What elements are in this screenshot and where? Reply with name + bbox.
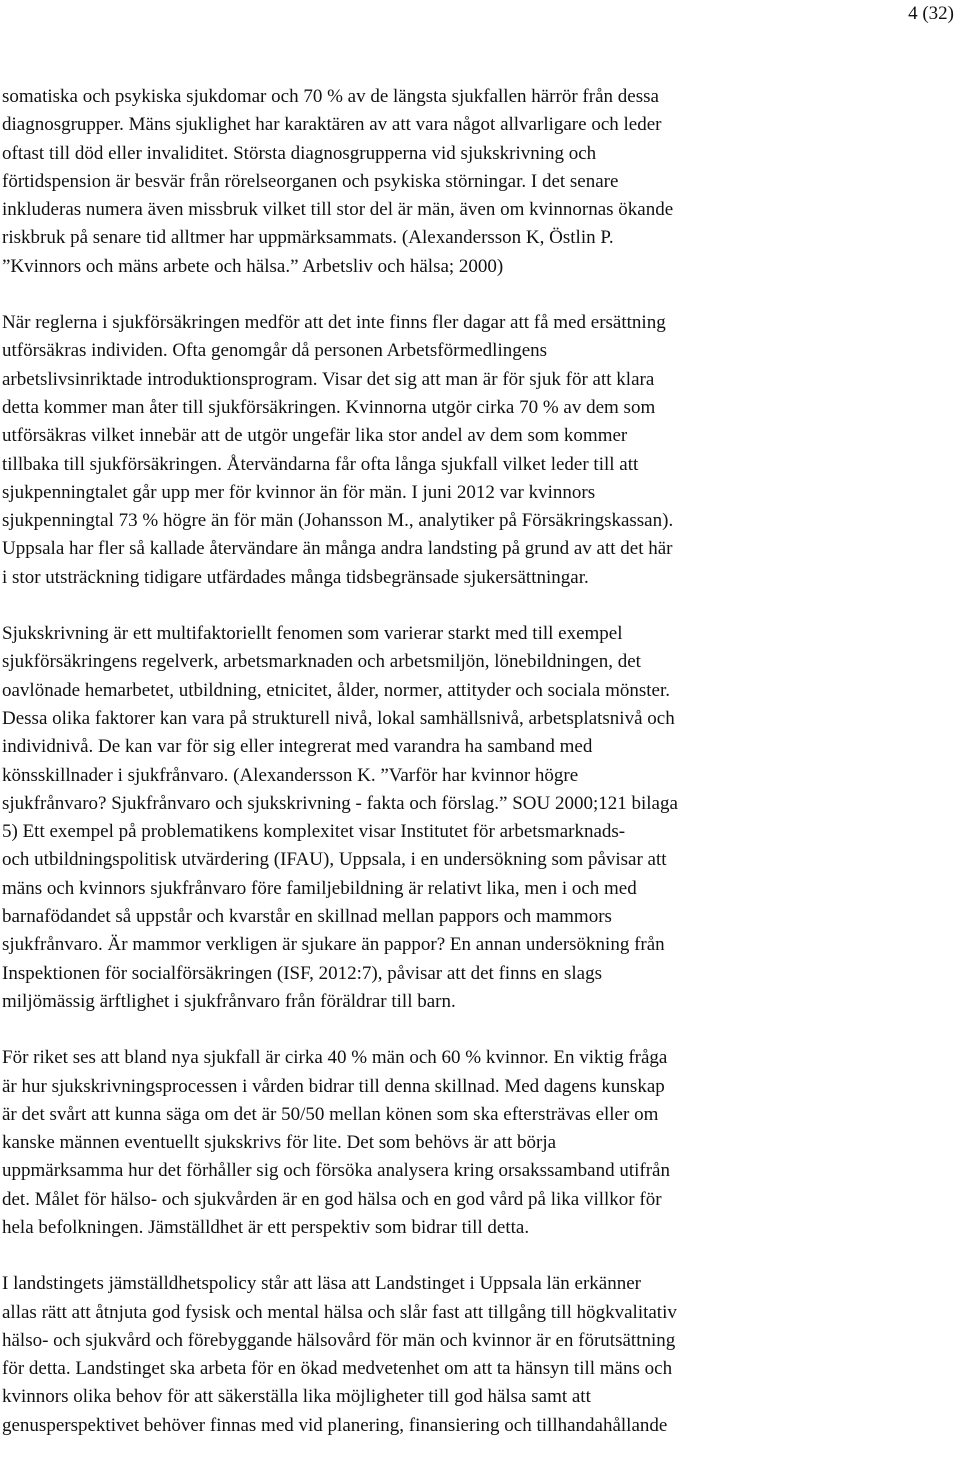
text-line: allas rätt att åtnjuta god fysisk och mental hälsa och slår fast att tillgång till högkvalitativ (2, 1301, 677, 1323)
text-line: könsskillnader i sjukfrånvaro. (Alexandersson K. ”Varför har kvinnor högre (2, 764, 579, 786)
paragraph-1 (2, 83, 952, 281)
text-line: Inspektionen för socialförsäkringen (ISF, 2012:7), påvisar att det finns en slags (2, 962, 603, 984)
text-line: sjukpenningtal 73 % högre än för män (Johansson M., analytiker på Försäkringskassan). (2, 510, 674, 532)
text-line: När reglerna i sjukförsäkringen medför att det inte finns fler dagar att få med ersättning (2, 312, 666, 334)
text-line: sjukfrånvaro? Sjukfrånvaro och sjukskrivning - fakta och förslag.” SOU 2000;121 bilaga (2, 792, 678, 814)
text-line: uppmärksamma hur det förhåller sig och försöka analysera kring orsakssamband utifrån (2, 1160, 670, 1182)
text-line: barnafödandet så uppstår och kvarstår en skillnad mellan pappors och mammors (2, 906, 612, 928)
text-line: oftast till död eller invaliditet. Största diagnosgrupperna vid sjukskrivning och (2, 142, 597, 164)
text-line: ”Kvinnors och mäns arbete och hälsa.” Arbetsliv och hälsa; 2000) (2, 255, 504, 277)
text-line: detta kommer man åter till sjukförsäkringen. Kvinnorna utgör cirka 70 % av dem som (2, 396, 656, 418)
paragraph-4 (2, 1044, 952, 1242)
page-number: 4 (32) (908, 3, 954, 24)
document-body (2, 83, 952, 1468)
paragraph-2 (2, 309, 952, 592)
text-line: tillbaka till sjukförsäkringen. Återvändarna får ofta långa sjukfall vilket leder till att (2, 453, 639, 475)
text-line: och utbildningspolitisk utvärdering (IFAU), Uppsala, i en undersökning som påvisar att (2, 849, 667, 871)
text-line: utförsäkras individen. Ofta genomgår då personen Arbetsförmedlingens (2, 340, 548, 362)
text-line: för detta. Landstinget ska arbeta för en ökad medvetenhet om att ta hänsyn till mäns och (2, 1358, 673, 1380)
text-line: arbetslivsinriktade introduktionsprogram. Visar det sig att man är för sjuk för att klara (2, 368, 655, 390)
text-line: miljömässig ärftlighet i sjukfrånvaro från föräldrar till barn. (2, 990, 456, 1012)
text-line: inkluderas numera även missbruk vilket till stor del är män, även om kvinnornas ökande (2, 199, 674, 221)
text-line: sjukförsäkringens regelverk, arbetsmarknaden och arbetsmiljön, lönebildningen, det (2, 651, 641, 673)
text-line: sjukfrånvaro. Är mammor verkligen är sjukare än pappor? En annan undersökning från (2, 934, 665, 956)
text-line: förtidspension är besvär från rörelseorganen och psykiska störningar. I det senare (2, 170, 619, 192)
text-line: sjukpenningtalet går upp mer för kvinnor än för män. I juni 2012 var kvinnors (2, 481, 596, 503)
text-line: I landstingets jämställdhetspolicy står att läsa att Landstinget i Uppsala län erkänner (2, 1273, 641, 1295)
text-line: hälso- och sjukvård och förebyggande hälsovård för män och kvinnor är en förutsättning (2, 1329, 676, 1351)
text-line: genusperspektivet behöver finnas med vid planering, finansiering och tillhandahållande (2, 1414, 668, 1436)
text-line: Uppsala har fler så kallade återvändare än många andra landsting på grund av att det här (2, 538, 673, 560)
text-line: oavlönade hemarbetet, utbildning, etnicitet, ålder, normer, attityder och sociala mönster. (2, 679, 671, 701)
text-line: individnivå. De kan var för sig eller integrerat med varandra ha samband med (2, 736, 593, 758)
paragraph-3 (2, 620, 952, 1016)
text-line: är det svårt att kunna säga om det är 50/50 mellan könen som ska eftersträvas eller om (2, 1103, 659, 1125)
text-line: utförsäkras vilket innebär att de utgör ungefär lika stor andel av dem som kommer (2, 425, 628, 447)
text-line: i stor utsträckning tidigare utfärdades många tidsbegränsade sjukersättningar. (2, 566, 589, 588)
text-line: är hur sjukskrivningsprocessen i vården bidrar till denna skillnad. Med dagens kunskap (2, 1075, 665, 1097)
text-line: det. Målet för hälso- och sjukvården är en god hälsa och en god vård på lika villkor för (2, 1188, 662, 1210)
text-line: diagnosgrupper. Mäns sjuklighet har karaktären av att vara något allvarligare och leder (2, 114, 662, 136)
text-line: riskbruk på senare tid alltmer har uppmärksammats. (Alexandersson K, Östlin P. (2, 227, 614, 249)
text-line: kanske männen eventuellt sjukskrivs för lite. Det som behövs är att börja (2, 1132, 557, 1154)
text-line: mäns och kvinnors sjukfrånvaro före familjebildning är relativt lika, men i och med (2, 877, 637, 899)
text-line: 5) Ett exempel på problematikens komplexitet visar Institutet för arbetsmarknads- (2, 821, 626, 843)
text-line: För riket ses att bland nya sjukfall är cirka 40 % män och 60 % kvinnor. En viktig fråga (2, 1047, 668, 1069)
text-line: kvinnors olika behov för att säkerställa lika möjligheter till god hälsa samt att (2, 1386, 591, 1408)
paragraph-5 (2, 1270, 952, 1440)
text-line: Sjukskrivning är ett multifaktoriellt fenomen som varierar starkt med till exempel (2, 623, 623, 645)
text-line: Dessa olika faktorer kan vara på strukturell nivå, lokal samhällsnivå, arbetsplatsnivå och (2, 707, 675, 729)
text-line: hela befolkningen. Jämställdhet är ett perspektiv som bidrar till detta. (2, 1216, 530, 1238)
text-line: somatiska och psykiska sjukdomar och 70 % av de längsta sjukfallen härrör från dessa (2, 86, 659, 107)
